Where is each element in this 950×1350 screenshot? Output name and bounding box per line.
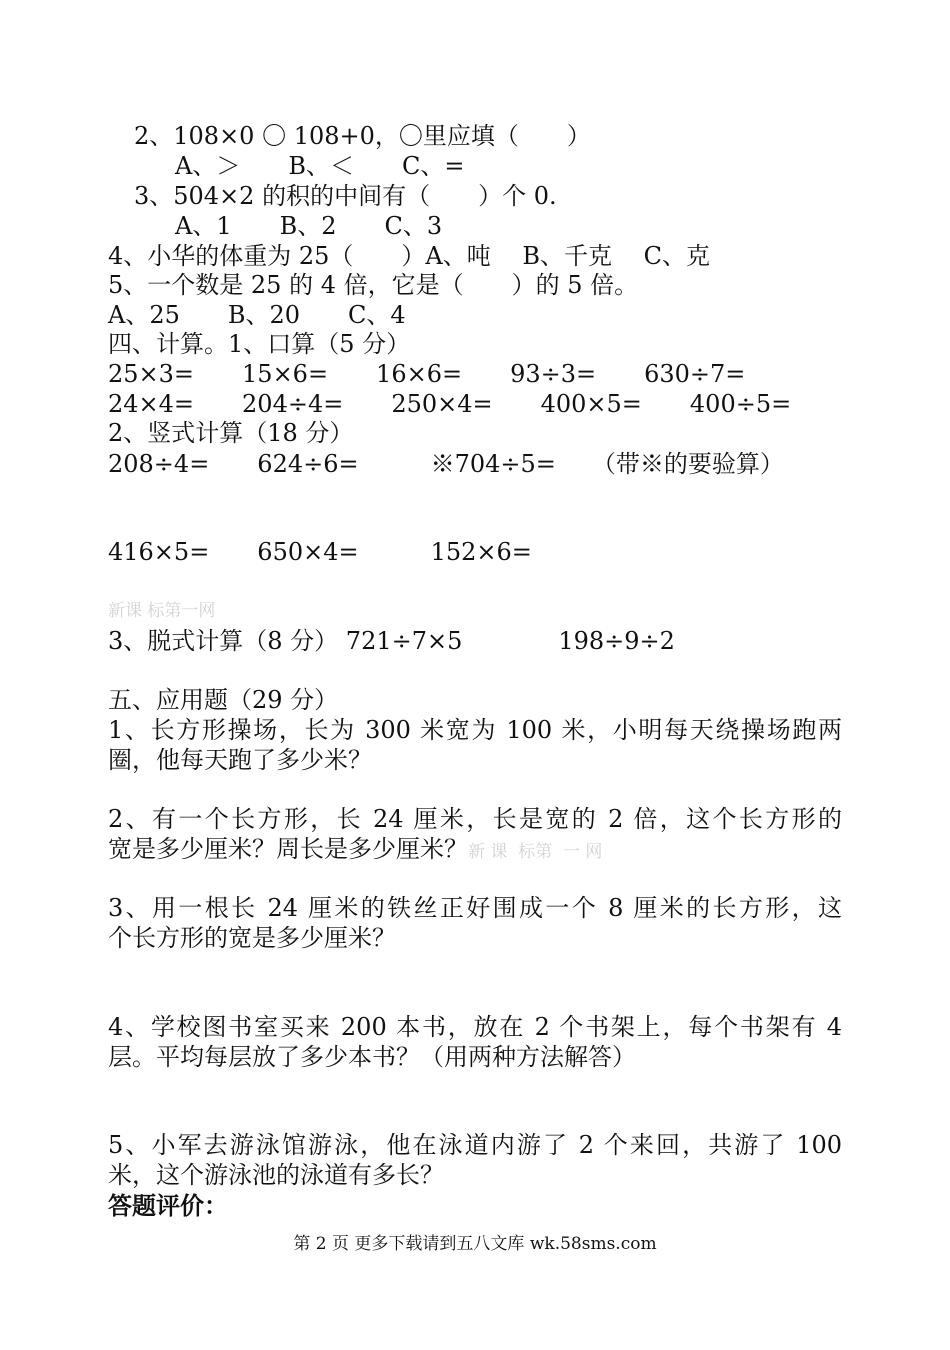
problem-5-line-2: 米，这个游泳池的泳道有多长？ — [108, 1161, 444, 1189]
problem-2-line-2-text: 宽是多少厘米？周长是多少厘米？ — [108, 835, 468, 863]
question-4-choice-line: 4、小华的体重为 25（ ）A、吨 B、千克 C、克 — [108, 242, 711, 270]
step-calc-line: 3、脱式计算（8 分） 721÷7×5 198÷9÷2 — [108, 627, 675, 655]
question-2-options: A、＞ B、＜ C、= — [175, 152, 465, 180]
vertical-calc-row-2: 416×5= 650×4= 152×6= — [108, 538, 532, 566]
vertical-calc-heading: 2、竖式计算（18 分） — [108, 419, 354, 447]
problem-1-line-2: 圈，他每天跑了多少米？ — [108, 746, 372, 774]
evaluation-label: 答题评价： — [108, 1192, 228, 1220]
question-3-options: A、1 B、2 C、3 — [175, 212, 443, 240]
problem-1-line-1: 1、长方形操场，长为 300 米宽为 100 米，小明每天绕操场跑两 — [108, 716, 842, 744]
problem-3-line-1: 3、用一根长 24 厘米的铁丝正好围成一个 8 厘米的长方形，这 — [108, 894, 842, 922]
question-5-choice-line: 5、一个数是 25 的 4 倍，它是（ ）的 5 倍。 — [108, 271, 639, 299]
mental-math-row-2: 24×4= 204÷4= 250×4= 400×5= 400÷5= — [108, 390, 792, 418]
watermark-1: 新课 标第一网 — [108, 601, 216, 621]
problem-2-line-2 — [108, 834, 602, 867]
question-2-choice-line: 2、108×0 〇 108+0，〇里应填（ ） — [134, 122, 591, 150]
watermark-2: 新 课 标第 一 网 — [468, 842, 603, 862]
problem-4-line-1: 4、学校图书室买来 200 本书，放在 2 个书架上，每个书架有 4 — [108, 1013, 842, 1041]
page-footer: 第 2 页 更多下载请到五八文库 wk.58sms.com — [293, 1234, 657, 1254]
problem-3-line-2: 个长方形的宽是多少厘米？ — [108, 924, 396, 952]
section-5-heading: 五、应用题（29 分） — [108, 686, 339, 714]
question-5-options: A、25 B、20 C、4 — [108, 301, 406, 329]
problem-2-line-1: 2、有一个长方形，长 24 厘米，长是宽的 2 倍，这个长方形的 — [108, 805, 842, 833]
question-3-choice-line: 3、504×2 的积的中间有（ ）个 0. — [134, 182, 557, 210]
section-4-heading: 四、计算。1、口算（5 分） — [108, 330, 411, 358]
problem-5-line-1: 5、小军去游泳馆游泳，他在泳道内游了 2 个来回，共游了 100 — [108, 1131, 842, 1159]
problem-4-line-2: 层。平均每层放了多少本书？（用两种方法解答） — [108, 1043, 636, 1071]
vertical-calc-row-1: 208÷4= 624÷6= ※704÷5= （带※的要验算） — [108, 450, 784, 478]
mental-math-row-1: 25×3= 15×6= 16×6= 93÷3= 630÷7= — [108, 360, 746, 388]
